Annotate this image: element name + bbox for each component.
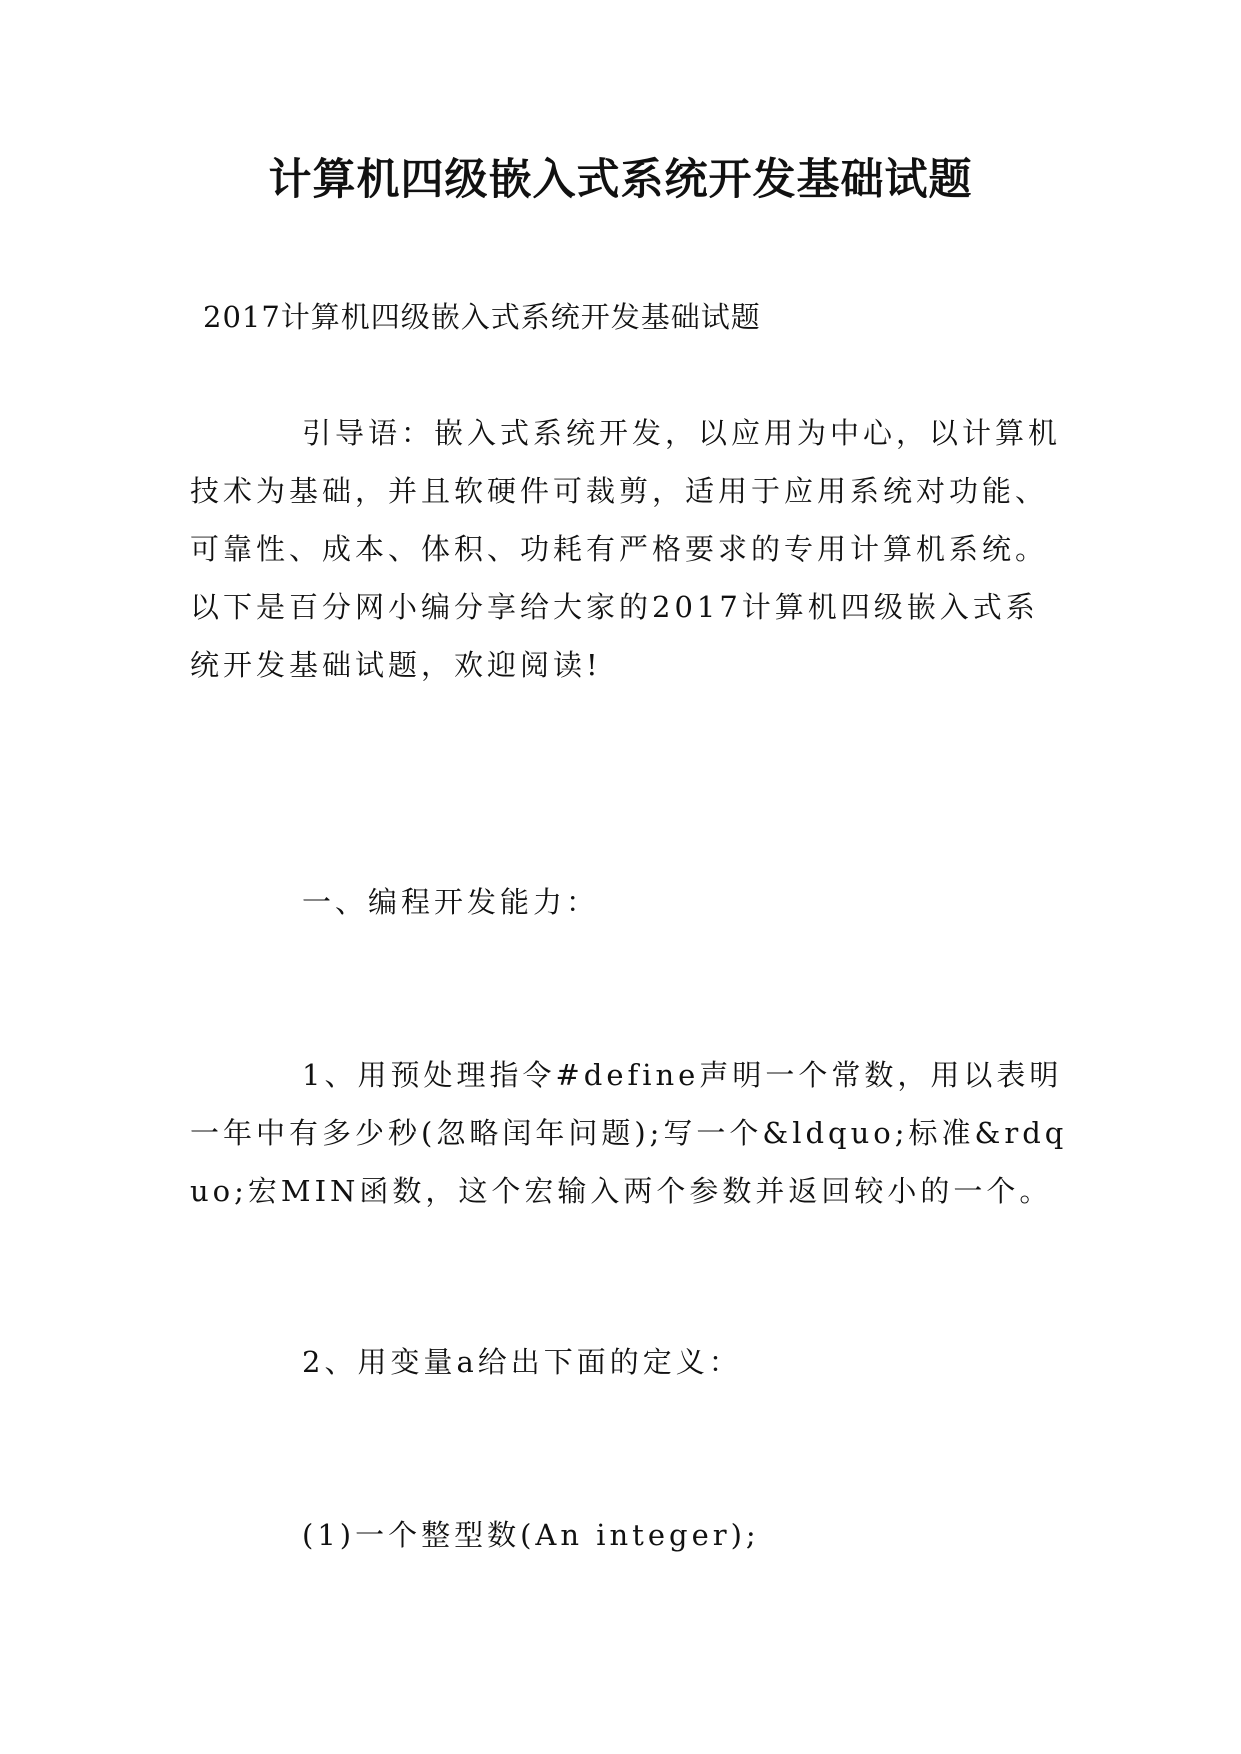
question-2: 2、用变量a给出下面的定义： [302,1345,742,1379]
section-heading: 一、编程开发能力： [302,885,600,919]
question-1: 1、用预处理指令#define声明一个常数，用以表明一年中有多少秒(忽略闰年问题);写一个&ldquo;标准&rdquo;宏MIN函数，这个宏输入两个参数并返回较小的一个。 [190,1058,1068,1208]
document-subtitle: 2017计算机四级嵌入式系统开发基础试题 [203,300,761,334]
intro-paragraph: 引导语：嵌入式系统开发，以应用为中心，以计算机技术为基础，并且软硬件可裁剪，适用于应用系统对功能、可靠性、成本、体积、功耗有严格要求的专用计算机系统。以下是百分网小编分享给大家的2017计算机四级嵌入式系统开发基础试题，欢迎阅读! [190,416,1062,682]
question-2-item-1: (1)一个整型数(An integer); [302,1518,760,1552]
document-title: 计算机四级嵌入式系统开发基础试题 [268,155,973,205]
